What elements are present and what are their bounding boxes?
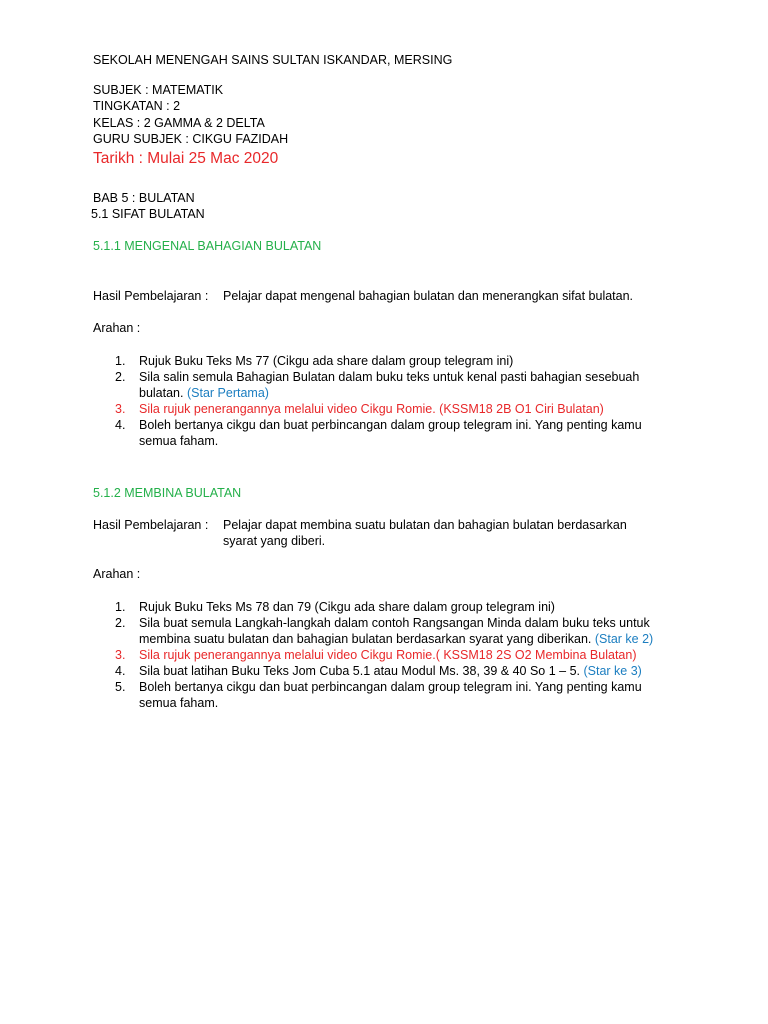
list-item-text: Sila salin semula Bahagian Bulatan dalam buku teks untuk kenal pasti bahagian sesebuah xyxy=(139,370,640,384)
section2-heading: 5.1.2 MEMBINA BULATAN xyxy=(93,486,242,500)
list-item-text: semua faham. xyxy=(139,434,219,448)
star-tag: (Star ke 2) xyxy=(594,632,654,646)
teacher-line: GURU SUBJEK : CIKGU FAZIDAH xyxy=(93,132,289,146)
class-line: KELAS : 2 GAMMA & 2 DELTA xyxy=(93,116,265,130)
school-name: SEKOLAH MENENGAH SAINS SULTAN ISKANDAR, MERSING xyxy=(93,53,453,67)
section2-instructions-label: Arahan : xyxy=(93,567,141,581)
list-item-text: membina suatu bulatan dan bahagian bulatan berdasarkan syarat yang diberikan. xyxy=(139,632,595,646)
section1-heading: 5.1.1 MENGENAL BAHAGIAN BULATAN xyxy=(93,239,322,253)
list-item-number: 4. xyxy=(115,664,126,678)
list-item-number: 1. xyxy=(115,600,126,614)
list-item-text: Boleh bertanya cikgu dan buat perbincangan dalam group telegram ini. Yang penting kamu xyxy=(139,680,642,694)
list-item-number: 2. xyxy=(115,616,126,630)
list-item-text: Rujuk Buku Teks Ms 78 dan 79 (Cikgu ada share dalam group telegram ini) xyxy=(139,600,555,614)
list-item-number: 4. xyxy=(115,418,126,432)
list-item xyxy=(115,401,675,417)
list-item xyxy=(115,599,675,615)
chapter-title: BAB 5 : BULATAN xyxy=(93,191,195,205)
section1-instructions-label: Arahan : xyxy=(93,321,141,335)
list-item-number: 1. xyxy=(115,354,126,368)
list-item xyxy=(115,663,675,679)
list-item-text: Sila buat semula Langkah-langkah dalam contoh Rangsangan Minda dalam buku teks untuk xyxy=(139,616,650,630)
list-item xyxy=(115,679,675,711)
list-item xyxy=(115,647,675,663)
list-item-number: 2. xyxy=(115,370,126,384)
section1-outcome-text: Pelajar dapat mengenal bahagian bulatan dan menerangkan sifat bulatan. xyxy=(223,289,634,303)
list-item-text: Rujuk Buku Teks Ms 77 (Cikgu ada share dalam group telegram ini) xyxy=(139,354,514,368)
list-item xyxy=(115,615,675,647)
list-item-text: Sila buat latihan Buku Teks Jom Cuba 5.1 atau Modul Ms. 38, 39 & 40 So 1 – 5. xyxy=(139,664,584,678)
section2-instruction-list xyxy=(115,599,675,711)
list-item-text: Boleh bertanya cikgu dan buat perbincangan dalam group telegram ini. Yang penting kamu xyxy=(139,418,642,432)
date-line: Tarikh : Mulai 25 Mac 2020 xyxy=(93,150,279,167)
list-item-text: Sila rujuk penerangannya melalui video Cikgu Romie. (KSSM18 2B O1 Ciri Bulatan) xyxy=(139,402,604,416)
list-item-text: Sila rujuk penerangannya melalui video Cikgu Romie.( KSSM18 2S O2 Membina Bulatan) xyxy=(139,648,637,662)
list-item-number: 3. xyxy=(115,648,126,662)
section2-outcome-text: Pelajar dapat membina suatu bulatan dan bahagian bulatan berdasarkan xyxy=(223,518,627,532)
form-line: TINGKATAN : 2 xyxy=(93,99,181,113)
section1-instruction-list xyxy=(115,353,675,449)
list-item-number: 3. xyxy=(115,402,126,416)
list-item-number: 5. xyxy=(115,680,126,694)
list-item-text: bulatan. xyxy=(139,386,187,400)
list-item xyxy=(115,417,675,449)
section2-outcome-label: Hasil Pembelajaran : xyxy=(93,518,209,532)
subject-line: SUBJEK : MATEMATIK xyxy=(93,83,224,97)
star-tag: (Star Pertama) xyxy=(186,386,269,400)
star-tag: (Star ke 3) xyxy=(583,664,642,678)
subtopic-title: 5.1 SIFAT BULATAN xyxy=(91,207,205,221)
list-item-text: semua faham. xyxy=(139,696,219,710)
section2-outcome-text: syarat yang diberi. xyxy=(223,534,326,548)
section1-outcome-label: Hasil Pembelajaran : xyxy=(93,289,209,303)
list-item xyxy=(115,369,675,401)
list-item xyxy=(115,353,675,369)
